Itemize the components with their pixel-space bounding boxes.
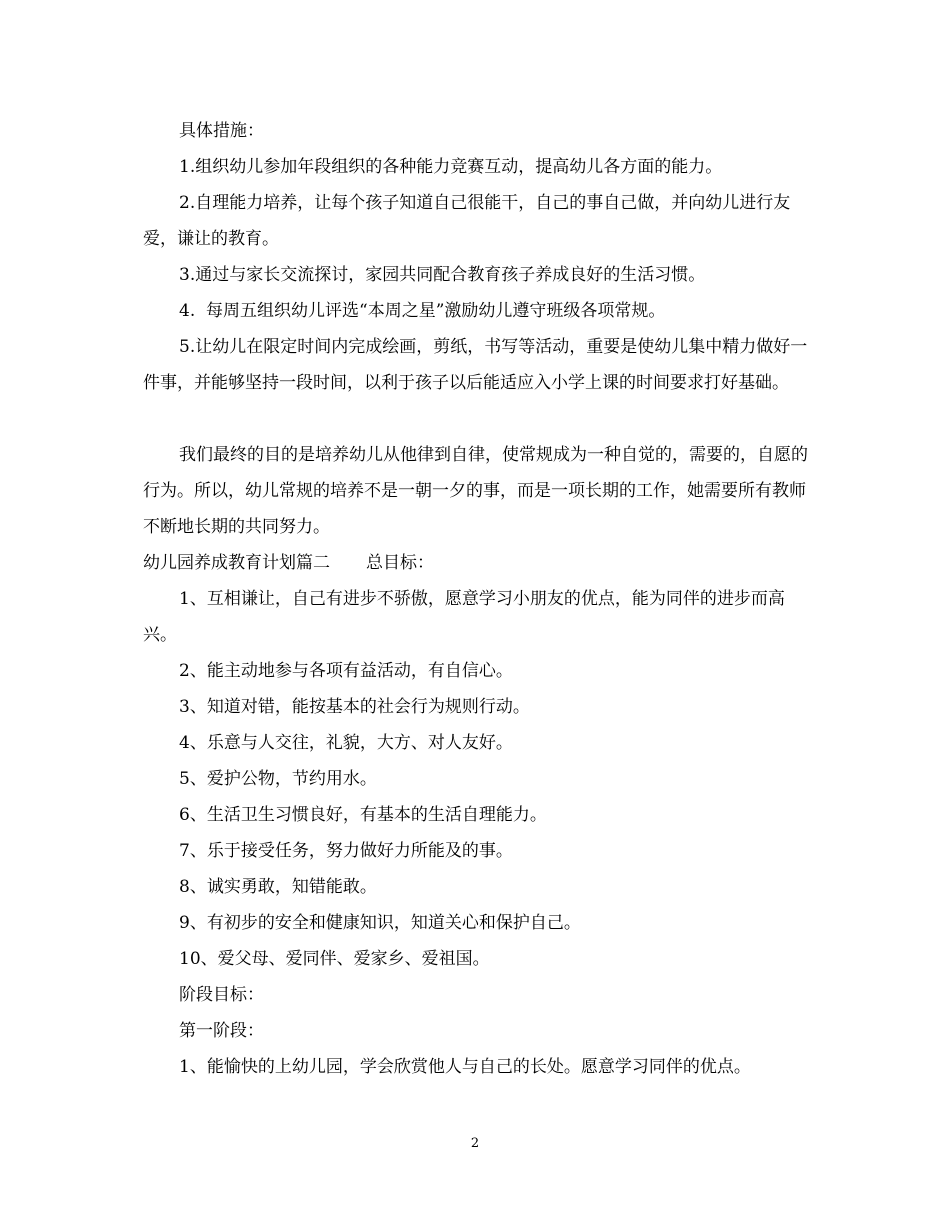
- overall-goal-9: 9、有初步的安全和健康知识，知道关心和保护自己。: [179, 913, 581, 933]
- goal-paragraph: 我们最终的目的是培养幼儿从他律到自律，使常规成为一种自觉的，需要的，自愿的行为。所以，幼儿常规的培养不是一朝一夕的事，而是一项长期的工作，她需要所有教师不断地长期的共同努力。: [143, 445, 808, 537]
- overall-goal-5: 5、爱护公物，节约用水。: [179, 769, 377, 789]
- section-heading-line: [143, 545, 813, 581]
- overall-goal-8: 8、诚实勇敢，知错能敢。: [179, 877, 377, 897]
- overall-goal-heading: 总目标：: [366, 553, 434, 573]
- measure-item-3: 3.通过与家长交流探讨，家园共同配合教育孩子养成良好的生活习惯。: [179, 265, 706, 285]
- measures-heading: 具体措施：: [179, 121, 264, 141]
- stage-one-heading: 第一阶段：: [179, 1021, 264, 1041]
- stage-one-goal-1: 1、能愉快的上幼儿园，学会欣赏他人与自己的长处。愿意学习同伴的优点。: [179, 1057, 751, 1077]
- overall-goal-2: 2、能主动地参与各项有益活动，有自信心。: [179, 661, 513, 681]
- measure-item-2: 2.自理能力培养，让每个孩子知道自己很能干，自己的事自己做，并向幼儿进行友爱，谦让的教育。: [143, 193, 791, 249]
- overall-goal-10: 10、爱父母、爱同伴、爱家乡、爱祖国。: [179, 949, 490, 969]
- stage-goals-heading: 阶段目标：: [179, 985, 264, 1005]
- measure-item-4: 4. 每周五组织幼儿评选“本周之星”激励幼儿遵守班级各项常规。: [179, 301, 666, 321]
- overall-goal-6: 6、生活卫生习惯良好，有基本的生活自理能力。: [179, 805, 547, 825]
- overall-goal-7: 7、乐于接受任务，努力做好力所能及的事。: [179, 841, 513, 861]
- page-number: 2: [470, 1136, 480, 1151]
- overall-goal-4: 4、乐意与人交往，礼貌，大方、对人友好。: [179, 733, 513, 753]
- measure-item-5: 5.让幼儿在限定时间内完成绘画，剪纸，书写等活动，重要是使幼儿集中精力做好一件事，并能够坚持一段时间，以利于孩子以后能适应入小学上课的时间要求打好基础。: [143, 337, 808, 393]
- measure-item-1: 1.组织幼儿参加年段组织的各种能力竞赛互动，提高幼儿各方面的能力。: [179, 157, 723, 177]
- section-title: 幼儿园养成教育计划篇二: [143, 553, 330, 573]
- overall-goal-3: 3、知道对错，能按基本的社会行为规则行动。: [179, 697, 530, 717]
- overall-goal-1: 1、互相谦让，自己有进步不骄傲，愿意学习小朋友的优点，能为同伴的进步而高兴。: [143, 589, 785, 645]
